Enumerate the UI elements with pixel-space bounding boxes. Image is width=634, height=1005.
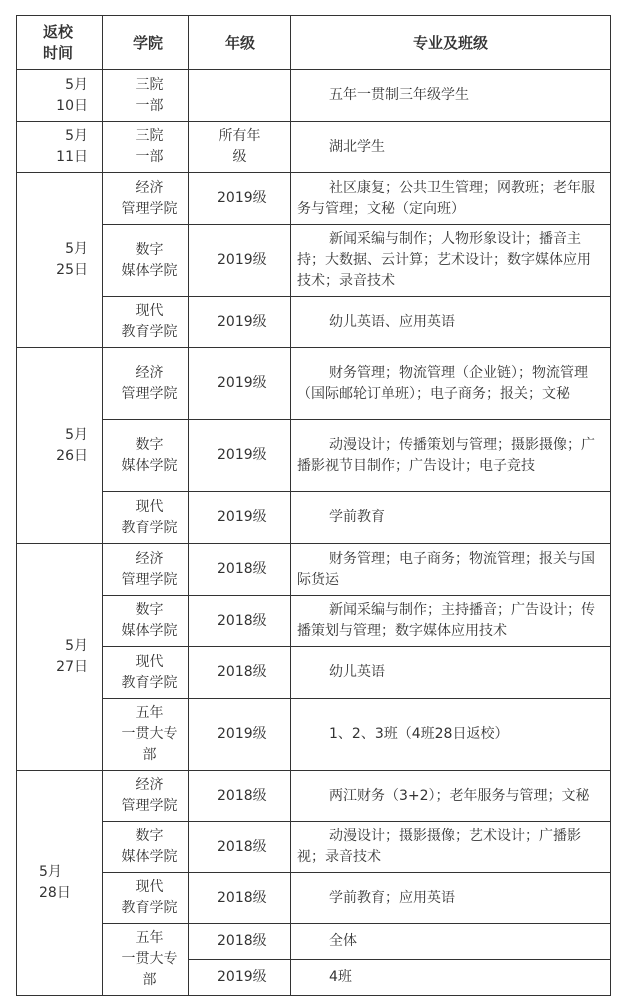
college-cell: 数字 媒体学院 — [103, 596, 189, 647]
grade-cell: 2019级 — [189, 420, 291, 492]
return-date-cell: 5月 25日 — [17, 173, 103, 348]
header-row — [17, 16, 611, 70]
return-date-cell: 5月 26日 — [17, 348, 103, 544]
header-major-class: 专业及班级 — [291, 16, 611, 70]
grade-cell: 2019级 — [189, 699, 291, 771]
return-date-cell: 5月 11日 — [17, 122, 103, 173]
table-row — [17, 647, 611, 699]
grade-cell: 2019级 — [189, 297, 291, 348]
table-row — [17, 225, 611, 297]
header-grade: 年级 — [189, 16, 291, 70]
college-cell: 经济 管理学院 — [103, 771, 189, 822]
grade-cell: 2019级 — [189, 960, 291, 996]
college-cell: 现代 教育学院 — [103, 647, 189, 699]
grade-cell: 2018级 — [189, 647, 291, 699]
table-row — [17, 924, 611, 960]
grade-cell: 2018级 — [189, 596, 291, 647]
table-row — [17, 492, 611, 544]
grade-cell: 所有年 级 — [189, 122, 291, 173]
return-schedule-table — [16, 15, 611, 996]
return-date-cell: 5月 28日 — [17, 771, 103, 996]
major-cell: 全体 — [291, 924, 611, 960]
major-cell: 幼儿英语、应用英语 — [291, 297, 611, 348]
table-row — [17, 173, 611, 225]
major-cell: 幼儿英语 — [291, 647, 611, 699]
major-cell: 社区康复；公共卫生管理；网教班；老年服务与管理；文秘（定向班） — [291, 173, 611, 225]
college-cell: 五年 一贯大专 部 — [103, 699, 189, 771]
college-cell: 经济 管理学院 — [103, 173, 189, 225]
grade-cell — [189, 70, 291, 122]
major-cell: 两江财务（3+2）；老年服务与管理；文秘 — [291, 771, 611, 822]
table-row — [17, 122, 611, 173]
grade-cell: 2018级 — [189, 873, 291, 924]
major-cell: 4班 — [291, 960, 611, 996]
return-date-cell: 5月 10日 — [17, 70, 103, 122]
major-cell: 湖北学生 — [291, 122, 611, 173]
grade-cell: 2019级 — [189, 173, 291, 225]
major-cell: 新闻采编与制作；人物形象设计；播音主持；大数据、云计算；艺术设计；数字媒体应用技术；录音技术 — [291, 225, 611, 297]
header-return-date: 返校 时间 — [17, 16, 103, 70]
table-row — [17, 348, 611, 420]
major-cell: 学前教育 — [291, 492, 611, 544]
major-cell: 学前教育；应用英语 — [291, 873, 611, 924]
major-cell: 财务管理；物流管理（企业链）；物流管理（国际邮轮订单班）；电子商务；报关；文秘 — [291, 348, 611, 420]
grade-cell: 2018级 — [189, 544, 291, 596]
college-cell: 数字 媒体学院 — [103, 420, 189, 492]
grade-cell: 2019级 — [189, 225, 291, 297]
grade-cell: 2019级 — [189, 492, 291, 544]
table-row — [17, 873, 611, 924]
table-row — [17, 699, 611, 771]
college-cell: 数字 媒体学院 — [103, 225, 189, 297]
table-row — [17, 771, 611, 822]
major-cell: 五年一贯制三年级学生 — [291, 70, 611, 122]
table-row — [17, 544, 611, 596]
grade-cell: 2018级 — [189, 822, 291, 873]
grade-cell: 2018级 — [189, 771, 291, 822]
college-cell: 经济 管理学院 — [103, 544, 189, 596]
major-cell: 动漫设计；传播策划与管理；摄影摄像；广播影视节目制作；广告设计；电子竞技 — [291, 420, 611, 492]
college-cell: 经济 管理学院 — [103, 348, 189, 420]
table-row — [17, 70, 611, 122]
table-row — [17, 297, 611, 348]
table-row — [17, 822, 611, 873]
table-row — [17, 420, 611, 492]
header-college: 学院 — [103, 16, 189, 70]
major-cell: 新闻采编与制作；主持播音；广告设计；传播策划与管理；数字媒体应用技术 — [291, 596, 611, 647]
table-row — [17, 596, 611, 647]
major-cell: 动漫设计；摄影摄像；艺术设计；广播影视；录音技术 — [291, 822, 611, 873]
college-cell: 三院 一部 — [103, 70, 189, 122]
college-cell: 现代 教育学院 — [103, 873, 189, 924]
grade-cell: 2018级 — [189, 924, 291, 960]
college-cell: 现代 教育学院 — [103, 297, 189, 348]
grade-cell: 2019级 — [189, 348, 291, 420]
college-cell: 五年 一贯大专 部 — [103, 924, 189, 996]
major-cell: 财务管理；电子商务；物流管理；报关与国际货运 — [291, 544, 611, 596]
college-cell: 三院 一部 — [103, 122, 189, 173]
return-date-cell: 5月 27日 — [17, 544, 103, 771]
college-cell: 现代 教育学院 — [103, 492, 189, 544]
college-cell: 数字 媒体学院 — [103, 822, 189, 873]
major-cell: 1、2、3班（4班28日返校） — [291, 699, 611, 771]
